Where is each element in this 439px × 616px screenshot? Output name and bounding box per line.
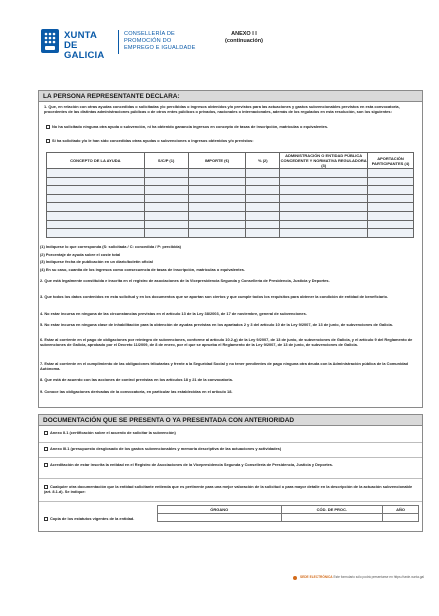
option-has-aid	[46, 138, 416, 143]
cell-input[interactable]	[47, 169, 145, 178]
note-2: (2) Porcentaje de ayuda sobre el coste total	[40, 251, 121, 257]
organ-input[interactable]	[158, 514, 282, 522]
table-header-row	[47, 153, 414, 169]
doc-item-label: Anexo II.1 (certificación sobre el acuerdo de solicitar la subvención)	[50, 430, 176, 435]
has-aid-checkbox[interactable]	[46, 139, 50, 143]
cell-input[interactable]	[246, 177, 280, 186]
doc-item-registry	[44, 462, 414, 467]
logo-line2: DE GALICIA	[64, 40, 105, 61]
doc-item-annex-iii1	[44, 446, 414, 451]
option-no-aid	[46, 124, 416, 129]
footer-text: Este formulario sólo podrá presentarse en https://sede.xunta.gal	[333, 575, 425, 579]
dept-line2: PROMOCIÓN DO	[124, 38, 172, 44]
prior-docs-header	[158, 506, 419, 514]
doc-checkbox[interactable]	[44, 485, 48, 489]
cell-input[interactable]	[47, 177, 145, 186]
doc-item-label: Anexo III.1 (presupuesto desglosado de los gastos subvencionables y memoria descriptiva de las actuaciones y actividades)	[50, 446, 282, 451]
cell-input[interactable]	[47, 203, 145, 212]
doc-checkbox[interactable]	[44, 447, 48, 451]
cell-input[interactable]	[188, 203, 246, 212]
table-row	[47, 220, 414, 229]
xunta-logo	[40, 28, 120, 61]
cell-input[interactable]	[47, 194, 145, 203]
option-no-aid-label: No ha solicitado ninguna otra ayuda o subvención, ni ha obtenido ganancia ingresos en concepto de tasas de inscripción, matrículas o equivalentes.	[52, 124, 329, 129]
declaration-paragraph-6: 6. Estar al corriente en el pago de obligaciones por reintegro de subvenciones, conforme al artículo 10.2.g) de la Ley 9/2007, de 13 de junio, de subvenciones de Galicia, y el artículo 9 del Reglamento de subvenciones de Galicia, aprobado por el Decreto 11/2009, de 8 de enero, por el que se aprueba el Reglamento de la Ley 9/2007, de 13 de junio, de subvenciones de Galicia.	[40, 337, 413, 347]
cell-input[interactable]	[280, 211, 368, 220]
declaration-paragraph-3: 3. Que todos los datos contenidos en esta solicitud y en los documentos que se aportan son ciertos y que cumple todos los requisitos para obtener la condición de entidad de beneficiario.	[40, 294, 389, 299]
declaration-title: LA PERSONA REPRESENTANTE DECLARA:	[39, 91, 422, 102]
col-concept: CONCEPTO DE LA AYUDA	[47, 153, 145, 169]
col-administration: ADMINISTRACIÓN O ENTIDAD PÚBLICA CONCEDENTE Y NORMATIVA REGULADORA (3)	[280, 153, 367, 168]
divider	[39, 501, 422, 502]
annex-label	[224, 31, 264, 45]
declaration-paragraph-7: 7. Estar al corriente en el cumplimiento de las obligaciones tributarias y frente a la Seguridad Social y no tener pendientes de pago ninguna otra deuda con la Administración pública de la Comunidad Autónoma.	[40, 361, 409, 371]
table-row	[47, 211, 414, 220]
doc-item-label: Acreditación de estar inscrita la entidad en el Registro de Asociaciones de la Vicepresidencia Segunda y Consellería de Presidencia, Justicia y Deportes.	[50, 462, 334, 467]
cell-input[interactable]	[246, 194, 280, 203]
cell-input[interactable]	[188, 186, 246, 195]
col-scp: S/C/P (1)	[144, 153, 188, 169]
cell-input[interactable]	[246, 220, 280, 229]
annex-title: ANEXO I I	[231, 31, 257, 37]
sede-electronica-icon	[293, 576, 297, 580]
annex-continuation: (continuación)	[225, 38, 263, 44]
logo-line1: XUNTA	[64, 30, 98, 41]
cell-input[interactable]	[144, 203, 188, 212]
cell-input[interactable]	[188, 229, 246, 238]
table-row	[47, 229, 414, 238]
col-percent: % (2)	[246, 153, 280, 169]
department-name	[124, 31, 196, 52]
cell-input[interactable]	[188, 220, 246, 229]
dept-line1: CONSELLERÍA DE	[124, 31, 175, 37]
cell-input[interactable]	[246, 229, 280, 238]
table-row	[47, 186, 414, 195]
proc-code-input[interactable]	[281, 514, 383, 522]
cell-input[interactable]	[144, 177, 188, 186]
prior-docs-row	[158, 514, 419, 522]
divider	[39, 478, 422, 479]
cell-input[interactable]	[368, 194, 414, 203]
cell-input[interactable]	[188, 177, 246, 186]
cell-input[interactable]	[144, 229, 188, 238]
footer-note	[300, 575, 425, 579]
declaration-paragraph-1: 1. Que, en relación con otras ayudas concedidas o solicitadas y/o percibidas o ingresos obtenidos y/o previstos para las actuaciones y gastos subvencionables previstos en esta convocatoria, procedentes de las distintas administraciones públicas o de otros entes públicos o privados, nacionales o internacionales, además de los regulados en esta resolución, son los siguientes:	[44, 104, 400, 114]
cell-input[interactable]	[188, 211, 246, 220]
col-year: AÑO	[383, 506, 419, 514]
cell-input[interactable]	[144, 186, 188, 195]
footer-brand: SEDE ELECTRÓNICA	[300, 575, 333, 579]
table-row	[47, 177, 414, 186]
page-header	[40, 28, 420, 61]
divider	[39, 442, 422, 443]
cell-input[interactable]	[144, 220, 188, 229]
option-has-aid-label: Sí ha solicitado y/o le han sido concedidas otras ayudas o subvenciones o ingresos obtenidos y/o previstos:	[52, 138, 254, 143]
cell-input[interactable]	[368, 229, 414, 238]
doc-checkbox[interactable]	[44, 517, 48, 521]
cell-input[interactable]	[144, 194, 188, 203]
col-organ: ÓRGANO	[158, 506, 282, 514]
cell-input[interactable]	[188, 169, 246, 178]
doc-item-label: Cualquier otra documentación que la entidad solicitante entienda que es pertinente para una mejor valoración de la solicitud o para mayor detalle en la descripción de la actuación subvencionable (art. 8.1.d). Se indique:	[44, 484, 413, 494]
doc-item-label: Copia de los estatutos vigentes de la entidad.	[50, 516, 135, 521]
declaration-paragraph-4: 4. No estar incursa en ninguna de las circunstancias previstas en el artículo 13 de la Ley 38/2003, de 17 de noviembre, general de subvenciones.	[40, 311, 307, 316]
logo-wordmark	[64, 31, 120, 61]
note-3: (3) Indíquese fecha de publicación en un diario/boletín oficial	[40, 259, 153, 265]
header-divider	[118, 30, 119, 54]
cell-input[interactable]	[368, 177, 414, 186]
cell-input[interactable]	[144, 169, 188, 178]
cell-input[interactable]	[246, 203, 280, 212]
cell-input[interactable]	[246, 169, 280, 178]
cell-input[interactable]	[368, 220, 414, 229]
cell-input[interactable]	[280, 194, 368, 203]
cell-input[interactable]	[47, 211, 145, 220]
declaration-paragraph-9: 9. Conoce las obligaciones derivadas de la convocatoria, en particular las establecidas en el artículo 18.	[40, 389, 233, 394]
cell-input[interactable]	[47, 186, 145, 195]
cell-input[interactable]	[188, 194, 246, 203]
table-notes	[40, 244, 416, 272]
cell-input[interactable]	[280, 169, 368, 178]
cell-input[interactable]	[280, 229, 368, 238]
declaration-paragraph-5: 5. No estar incursa en ninguna clase de inhabilitación para la obtención de ayudas previstas en los apartados 2 y 3 del artículo 10 de la Ley 9/2007, de 13 de junio, de subvenciones de Galicia.	[40, 322, 393, 327]
cell-input[interactable]	[144, 211, 188, 220]
cell-input[interactable]	[47, 229, 145, 238]
col-amount: IMPORTE (€)	[188, 153, 246, 169]
xunta-crest-icon	[40, 28, 60, 54]
table-row	[47, 194, 414, 203]
other-aids-table	[46, 152, 414, 238]
cell-input[interactable]	[246, 211, 280, 220]
doc-item-statutes	[44, 516, 156, 521]
cell-input[interactable]	[246, 186, 280, 195]
cell-input[interactable]	[368, 203, 414, 212]
cell-input[interactable]	[280, 177, 368, 186]
col-contribution: APORTACIÓN PARTICIPANTES (4)	[368, 153, 414, 169]
cell-input[interactable]	[368, 186, 414, 195]
cell-input[interactable]	[280, 203, 368, 212]
documentation-title: DOCUMENTACIÓN QUE SE PRESENTA O YA PRESENTADA CON ANTERIORIDAD	[39, 415, 422, 426]
doc-checkbox[interactable]	[44, 431, 48, 435]
doc-item-other	[44, 484, 414, 494]
declaration-paragraph-8: 8. Que está de acuerdo con las acciones de control previstas en los artículos 18 y 21 de la convocatoria.	[40, 377, 233, 382]
cell-input[interactable]	[368, 211, 414, 220]
note-1: (1) Indíquese lo que corresponda (S: solicitada / C: concedida / P: percibida)	[40, 244, 181, 249]
cell-input[interactable]	[47, 220, 145, 229]
doc-checkbox[interactable]	[44, 463, 48, 467]
divider	[39, 457, 422, 458]
table-row	[47, 203, 414, 212]
prior-docs-table	[157, 505, 419, 522]
cell-input[interactable]	[368, 169, 414, 178]
doc-item-annex-ii1	[44, 430, 414, 435]
cell-input[interactable]	[280, 186, 368, 195]
declaration-paragraph-2: 2. Que está legalmente constituida e inscrita en el registro de asociaciones de la Vicepresidencia Segunda y Consellería de Presidencia, Justicia y Deportes.	[40, 278, 330, 283]
col-proc-code: CÓD. DE PROC.	[281, 506, 383, 514]
year-input[interactable]	[383, 514, 419, 522]
dept-line3: EMPREGO E IGUALDADE	[124, 45, 196, 51]
no-aid-checkbox[interactable]	[46, 125, 50, 129]
note-4: (4) En su caso, cuantía de los ingresos como consecuencia de tasas de inscripción, matrículas o equivalentes.	[40, 266, 245, 272]
table-row	[47, 169, 414, 178]
cell-input[interactable]	[280, 220, 368, 229]
